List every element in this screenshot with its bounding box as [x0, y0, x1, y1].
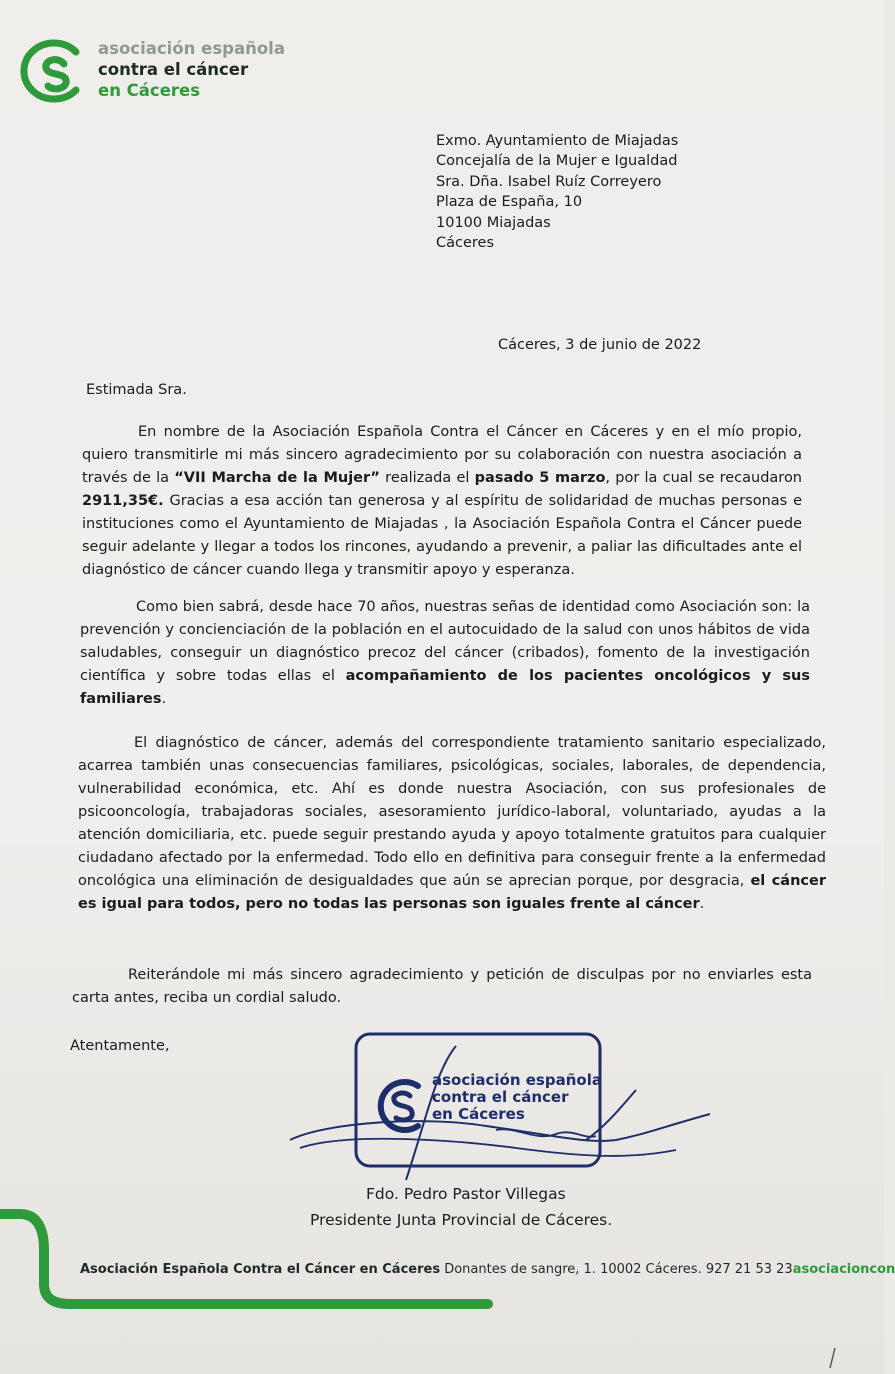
p1-amount: 2911,35€.	[82, 493, 164, 509]
p1-event-date: pasado 5 marzo	[474, 470, 606, 486]
stamp-text	[432, 1072, 602, 1123]
stamp-line-2: contra el cáncer	[432, 1088, 569, 1106]
logo-line-3: en Cáceres	[98, 81, 201, 100]
address-line: Exmo. Ayuntamiento de Miajadas	[436, 133, 679, 149]
closing: Atentamente,	[70, 1038, 170, 1054]
address-line: Plaza de España, 10	[436, 194, 583, 211]
aecc-logo-icon	[14, 36, 94, 106]
stamp-line-1: asociación española	[432, 1071, 602, 1089]
address-line: Concejalía de la Mujer e Igualdad	[436, 153, 678, 170]
address-line: 10100 Miajadas	[436, 214, 551, 231]
footer-contact	[80, 1262, 895, 1277]
p3-text: .	[699, 896, 705, 912]
logo-line-1: asociación española	[98, 39, 285, 58]
paragraph-1	[82, 421, 802, 582]
p1-text: , por la cual se recaudaron	[605, 470, 802, 486]
p1-text: realizada el	[379, 470, 475, 486]
p2-text: .	[161, 691, 167, 707]
logo-text	[98, 38, 285, 101]
association-stamp	[286, 1030, 716, 1190]
address-line: Sra. Dña. Isabel Ruíz Correyero	[436, 173, 662, 190]
paragraph-3	[78, 732, 826, 916]
pen-mark	[826, 1346, 838, 1370]
signatory-title: Presidente Junta Provincial de Cáceres.	[310, 1211, 613, 1229]
letter-date: Cáceres, 3 de junio de 2022	[498, 337, 702, 353]
logo-line-2: contra el cáncer	[98, 60, 249, 79]
p2-emphasis: acompañamiento de los pacientes oncológicos y sus familiares	[80, 668, 810, 707]
p3-text: El diagnóstico de cáncer, además del correspondiente tratamiento sanitario especializado, acarrea también unas consecuencias familiares, psicológicas, sociales, laborales, de dependencia, vulnerabilidad económica, etc. Ahí es donde nuestra Asociación, con sus profesionales de psicooncología, trabajadoras sociales, asesoramiento jurídico-laboral, voluntariado, ayudas a la atención domiciliaria, etc. puede seguir prestando ayuda y apoyo totalmente gratuitos para cualquier ciudadano afectado por la enfermedad. Todo ello en definitiva para conseguir frente a la enfermedad oncológica una eliminación de desigualdades que aún se aprecian porque, por desgracia,	[78, 735, 826, 889]
greeting: Estimada Sra.	[86, 382, 187, 398]
paragraph-2	[80, 596, 810, 711]
footer-org: Asociación Española Contra el Cáncer en Cáceres	[80, 1262, 441, 1277]
p4-text: Reiterándole mi más sincero agradecimiento y petición de disculpas por no enviarles esta carta antes, reciba un cordial saludo.	[72, 967, 812, 1006]
p1-text: Gracias a esa acción tan generosa y al espíritu de solidaridad de muchas personas e instituciones como el Ayuntamiento de Miajadas , la Asociación Española Contra el Cáncer puede seguir adelante y llegar a todos los rincones, ayudando a prevenir, a paliar las dificultades ante el diagnóstico de cáncer cuando llega y transmitir apoyo y esperanza.	[82, 493, 802, 578]
p1-text: En nombre de la Asociación Española Contra el Cáncer en Cáceres y en el mío propio, quiero transmitirle mi más sincero agradecimiento por su colaboración con nuestra asociación a través de la	[82, 424, 802, 486]
paragraph-4	[72, 964, 812, 1010]
address-line: Cáceres	[436, 235, 495, 252]
footer-address: Donantes de sangre, 1. 10002 Cáceres. 927 21 53 23	[440, 1262, 793, 1277]
footer-green-line	[0, 1200, 884, 1310]
p1-event-name: “VII Marcha de la Mujer”	[174, 470, 380, 486]
footer-email: asociacioncon	[792, 1262, 895, 1277]
signatory-name: Fdo. Pedro Pastor Villegas	[366, 1185, 566, 1203]
p3-emphasis: el cáncer es igual para todos, pero no todas las personas son iguales frente al cáncer	[78, 873, 826, 912]
aecc-logo	[14, 36, 314, 106]
recipient-address	[436, 131, 678, 253]
p2-text: Como bien sabrá, desde hace 70 años, nuestras señas de identidad como Asociación son: la prevención y concienciación de la población en el autocuidado de la salud con unos hábitos de vida saludables, conseguir un diagnóstico precoz del cáncer (cribados), fomento de la investigación científica y sobre todas ellas el	[80, 599, 810, 684]
stamp-line-3: en Cáceres	[432, 1105, 525, 1123]
